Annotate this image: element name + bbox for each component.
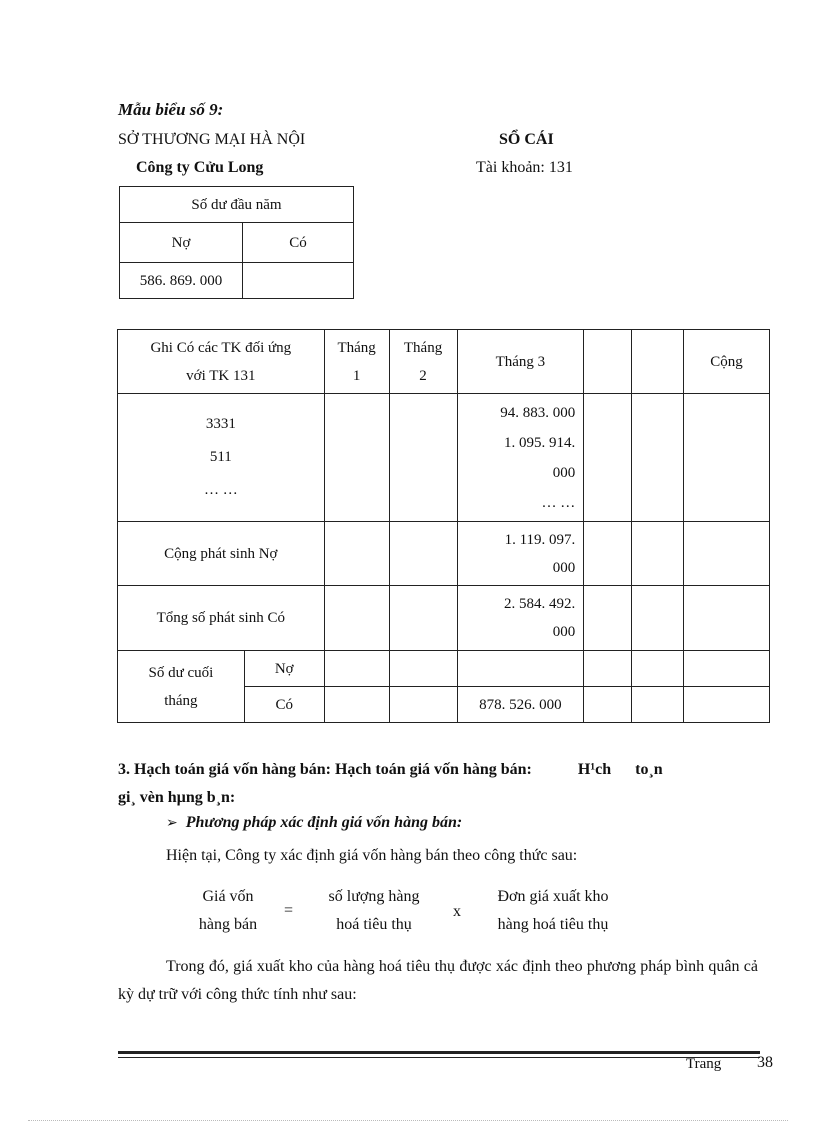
company-name: Công ty Cửu Long [136,159,264,176]
account-more: … … [203,482,238,498]
footer-rule-thin [118,1057,760,1058]
account-3331: 3331 [205,416,236,432]
formula-price: Đơn giá xuất kho hàng hoá tiêu thụ [497,888,609,933]
closing-debit-label: Nợ [244,651,324,687]
footer-rule [118,1051,760,1054]
opening-debit-value: 586. 869. 000 [120,263,243,299]
arrow-bullet-icon: ➢ [166,815,178,831]
closing-credit-label: Có [244,687,324,723]
header-empty-1 [584,330,632,394]
opening-debit-header: Nợ [120,223,243,263]
header-account: Ghi Có các TK đối ứng với TK 131 [118,330,325,394]
formula-quantity: số lượng hàng hoá tiêu thụ [328,888,420,933]
closing-credit-value: 878. 526. 000 [457,687,584,723]
account-number: Tài khoản: 131 [476,159,573,176]
total-credit-value: 2. 584. 492. 000 [457,586,584,651]
formula-lhs: Giá vốn hàng bán [198,888,258,933]
header-month-3: Tháng 3 [457,330,584,394]
opening-balance-title: Số dư đầu năm [120,187,354,223]
opening-credit-value [243,263,354,299]
formula-equals: = [284,902,294,919]
month3-values: 94. 883. 000 1. 095. 914. 000 … … [457,394,584,522]
formula-times: x [453,903,461,920]
ledger-table [117,329,770,723]
method-bullet: ➢ Phương pháp xác định giá vốn hàng bán: [166,814,463,831]
total-credit-label: Tổng số phát sinh Có [118,586,325,651]
total-debit-label: Cộng phát sinh Nợ [118,522,325,586]
page-number: 38 [757,1054,773,1071]
closing-balance-label: Số dư cuối tháng [118,651,245,723]
department-name: SỞ THƯƠNG MẠI HÀ NỘI [118,131,306,148]
header-month-1: Tháng 1 [324,330,389,394]
page-edge-divider [28,1120,788,1121]
header-empty-2 [632,330,684,394]
ledger-title: SỔ CÁI [499,131,554,148]
opening-balance-table [119,186,354,299]
section-heading: 3. Hạch toán giá vốn hàng bán: Hạch toán giá vốn hàng bán: H¹ch to¸n gi¸ vèn hµng b¸n: [118,761,663,806]
opening-credit-header: Có [243,223,354,263]
body-paragraph: Trong đó, giá xuất kho của hàng hoá tiêu thụ được xác định theo phương pháp bình quân cả kỳ dự trữ với công thức tính như sau: [118,958,758,1003]
account-list [118,394,325,522]
total-debit-value: 1. 119. 097. 000 [457,522,584,586]
account-511: 511 [209,449,232,465]
intro-text: Hiện tại, Công ty xác định giá vốn hàng bán theo công thức sau: [166,847,578,864]
form-number: Mẫu biểu số 9: [118,100,224,119]
page-label: Trang [686,1056,722,1072]
header-total: Cộng [684,330,770,394]
header-month-2: Tháng 2 [389,330,457,394]
